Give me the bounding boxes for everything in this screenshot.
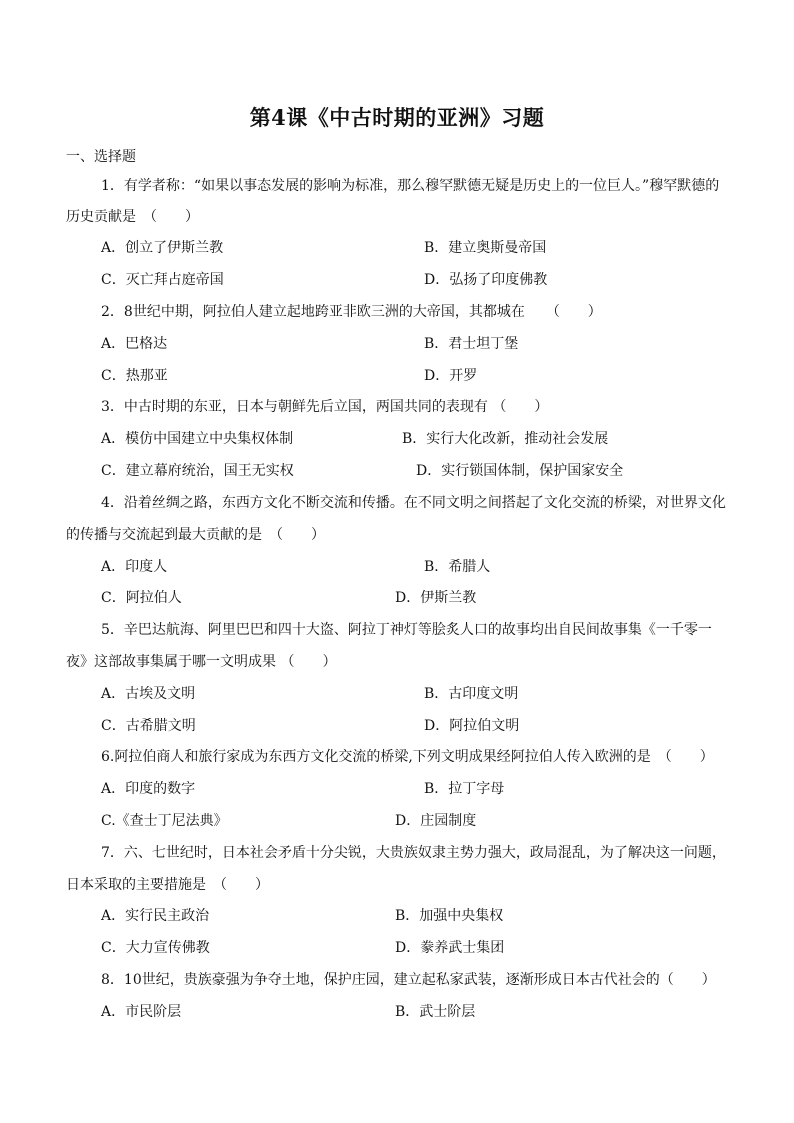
- q1-option-a: A．创立了伊斯兰教: [101, 240, 224, 256]
- q1-option-b: B．建立奥斯曼帝国: [424, 240, 547, 256]
- q7-option-c: C．大力宣传佛教: [101, 940, 210, 956]
- question-7-line-1: 7．六、七世纪时，日本社会矛盾十分尖锐，大贵族奴隶主势力强大，政局混乱，为了解决这一问题，: [101, 845, 726, 861]
- question-3-line-1: 3．中古时期的东亚，日本与朝鲜先后立国，两国共同的表现有 （ ）: [101, 399, 549, 415]
- question-5-line-1: 5．辛巴达航海、阿里巴巴和四十大盗、阿拉丁神灯等脍炙人口的故事均出自民间故事集《一千零一: [101, 622, 712, 638]
- q6-option-d: D．庄园制度: [395, 813, 477, 829]
- q7-option-b: B．加强中央集权: [395, 908, 504, 924]
- question-4-line-1: 4．沿着丝绸之路，东西方文化不断交流和传播。在不同文明之间搭起了文化交流的桥梁，对世界文化: [101, 495, 726, 511]
- q6-option-c: C.《查士丁尼法典》: [101, 813, 228, 829]
- q5-option-d: D．阿拉伯文明: [424, 718, 520, 734]
- question-8-line-1: 8．10世纪，贵族豪强为争夺土地，保护庄园，建立起私家武装，逐渐形成日本古代社会的（ ）: [101, 972, 716, 988]
- q2-option-a: A．巴格达: [101, 336, 168, 352]
- q1-option-c: C．灭亡拜占庭帝国: [101, 272, 224, 288]
- question-2-line-1: 2．8世纪中期，阿拉伯人建立起地跨亚非欧三洲的大帝国，其都城在 （ ）: [101, 304, 602, 320]
- question-5-line-2: 夜》这部故事集属于哪一文明成果 （ ）: [66, 654, 337, 670]
- q3-option-d: D．实行锁国体制，保护国家安全: [416, 463, 624, 479]
- question-1-line-1: 1．有学者称：“如果以事态发展的影响为标准，那么穆罕默德无疑是历史上的一位巨人。”穆罕默德的: [101, 178, 720, 194]
- q4-option-b: B．希腊人: [424, 559, 491, 575]
- question-7-line-2: 日本采取的主要措施是 （ ）: [66, 877, 269, 893]
- q3-option-c: C．建立幕府统治，国王无实权: [101, 463, 294, 479]
- q4-option-d: D．伊斯兰教: [395, 590, 477, 606]
- q5-option-a: A．古埃及文明: [101, 686, 196, 702]
- q3-option-a: A．模仿中国建立中央集权体制: [101, 431, 294, 447]
- q2-option-c: C．热那亚: [101, 368, 168, 384]
- question-1-line-2: 历史贡献是 （ ）: [66, 209, 199, 225]
- q5-option-b: B．古印度文明: [424, 686, 519, 702]
- question-6-line-1: 6.阿拉伯商人和旅行家成为东西方文化交流的桥梁,下列文明成果经阿拉伯人传入欧洲的是 （ ）: [101, 749, 714, 765]
- q4-option-c: C．阿拉伯人: [101, 590, 182, 606]
- section-heading: 一、选择题: [66, 149, 136, 165]
- q8-option-a: A．市民阶层: [101, 1004, 182, 1020]
- q1-option-d: D．弘扬了印度佛教: [424, 272, 548, 288]
- q7-option-a: A．实行民主政治: [101, 908, 210, 924]
- q8-option-b: B．武士阶层: [395, 1004, 476, 1020]
- q2-option-d: D．开罗: [424, 368, 478, 384]
- q3-option-b: B．实行大化改新，推动社会发展: [402, 431, 609, 447]
- q6-option-b: B．拉丁字母: [424, 781, 505, 797]
- q7-option-d: D．豢养武士集团: [395, 940, 505, 956]
- q4-option-a: A．印度人: [101, 559, 168, 575]
- question-4-line-2: 的传播与交流起到最大贡献的是 （ ）: [66, 527, 325, 543]
- page-title: 第4课《中古时期的亚洲》习题: [249, 105, 545, 130]
- q6-option-a: A．印度的数字: [101, 781, 196, 797]
- q2-option-b: B．君士坦丁堡: [424, 336, 519, 352]
- q5-option-c: C．古希腊文明: [101, 718, 196, 734]
